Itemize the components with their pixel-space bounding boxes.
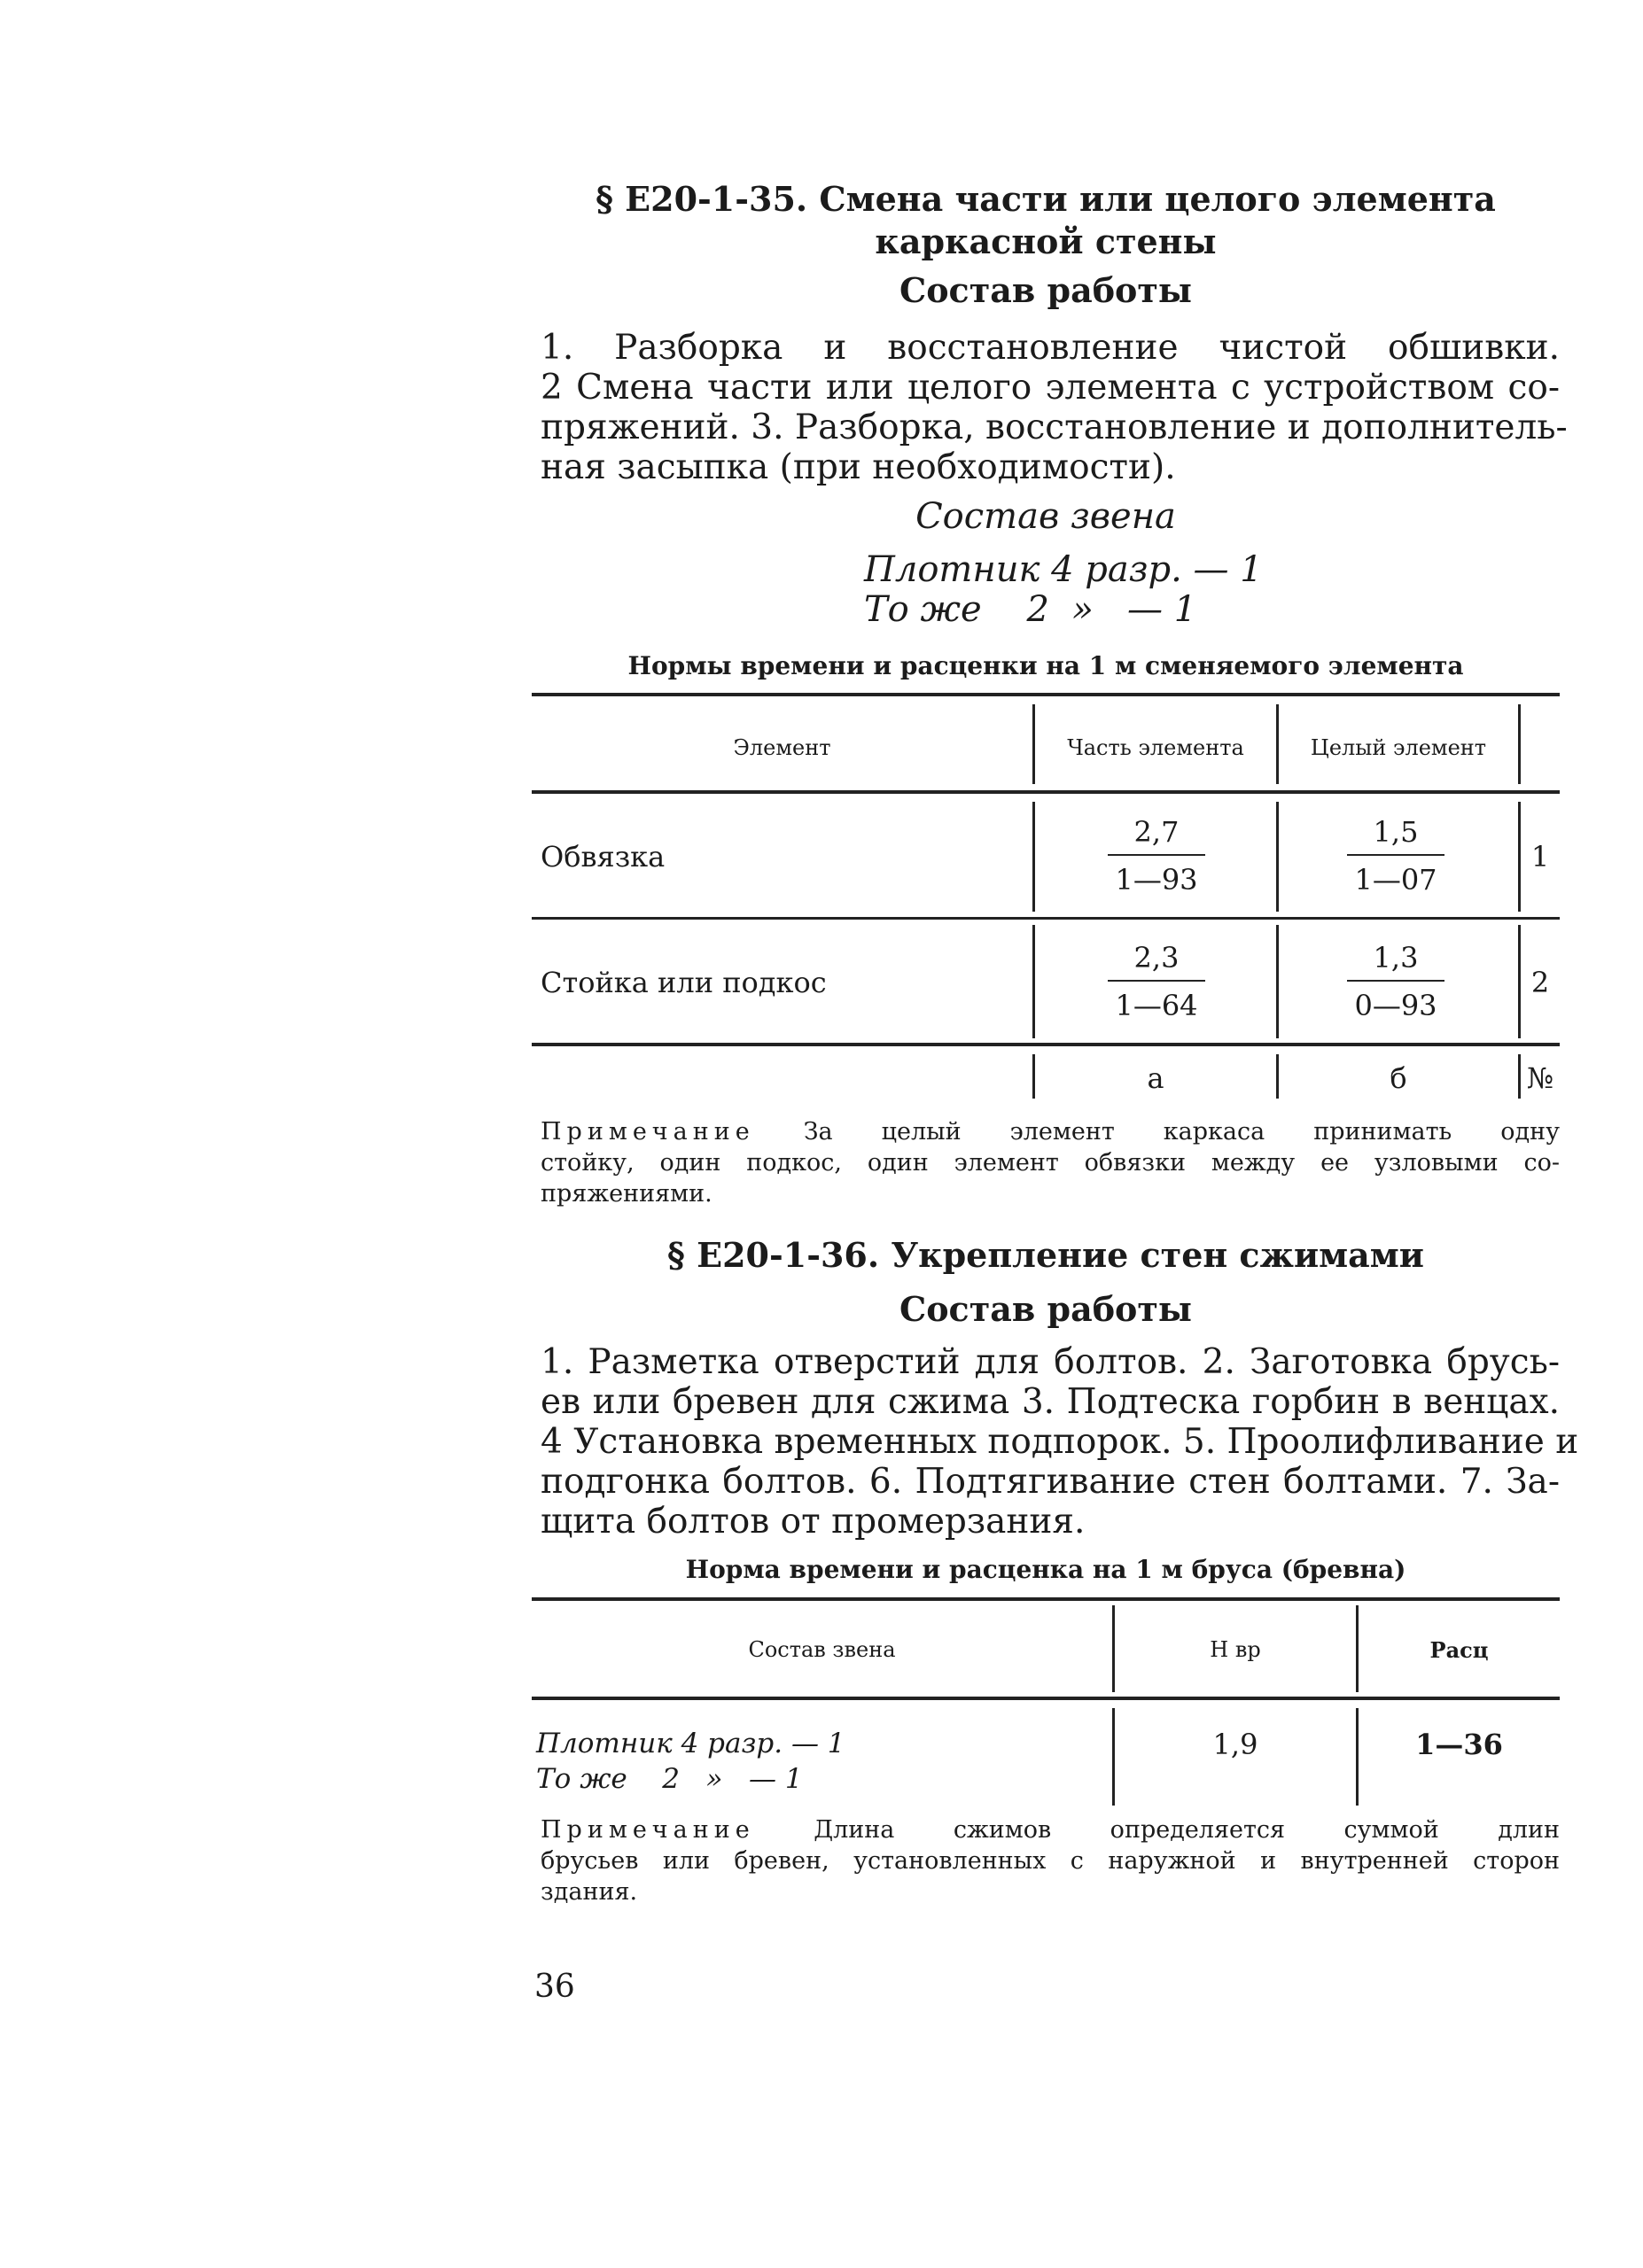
row-element: Обвязка xyxy=(541,840,666,874)
whole-rate: 0—93 xyxy=(1354,989,1437,1022)
note-text: За целый элемент каркаса принимать одну xyxy=(803,1118,1560,1146)
column-divider xyxy=(1518,1054,1521,1099)
work-line-1: 1. Разборка и восстановление чистой обшивки. xyxy=(541,328,1560,368)
section-title-continued: каркасной стены xyxy=(875,221,1217,261)
fraction-bar xyxy=(1347,980,1444,982)
header-rule xyxy=(532,1697,1560,1700)
work-line-5: щита болтов от промерзания. xyxy=(541,1502,1086,1542)
note-line-1 xyxy=(541,1118,1560,1146)
work-composition-heading: Состав работы xyxy=(899,270,1193,310)
table-caption: Нормы времени и расценки на 1 м сменяемого элемента xyxy=(627,651,1464,680)
row-rule xyxy=(532,917,1560,920)
part-rate: 1—64 xyxy=(1115,989,1198,1022)
column-divider xyxy=(1276,802,1279,912)
column-divider xyxy=(1032,1054,1035,1099)
norm-value: 1,9 xyxy=(1212,1728,1258,1761)
crew-line-1: Плотник 4 разр. — 1 xyxy=(864,549,1263,590)
note-line-1 xyxy=(541,1816,1560,1844)
column-divider xyxy=(1518,802,1521,912)
column-divider xyxy=(1032,802,1035,912)
column-divider xyxy=(1276,704,1279,784)
column-divider xyxy=(1032,704,1035,784)
crew-line-2: То же 2 » — 1 xyxy=(864,589,1197,630)
footer-col-number: № xyxy=(1526,1061,1554,1095)
work-line-4: ная засыпка (при необходимости). xyxy=(541,447,1176,487)
whole-norm: 1,3 xyxy=(1373,941,1419,975)
column-divider xyxy=(1518,925,1521,1038)
note-text: Длина сжимов определяется суммой длин xyxy=(814,1816,1560,1844)
section-title: § Е20-1-35. Смена части или целого элемента xyxy=(596,179,1496,219)
note-line-2: брусьев или бревен, установленных с наружной и внутренней сторон xyxy=(541,1847,1560,1875)
crew-heading: Состав звена xyxy=(915,496,1176,537)
column-divider xyxy=(1276,1054,1279,1099)
header-part: Часть элемента xyxy=(1067,735,1244,760)
column-divider xyxy=(1518,704,1521,784)
work-line-4: подгонка болтов. 6. Подтягивание стен болтами. 7. За- xyxy=(541,1462,1560,1502)
header-element: Элемент xyxy=(733,735,831,760)
column-divider xyxy=(1112,1605,1115,1692)
work-line-2: ев или бревен для сжима 3. Подтеска горбин в венцах. xyxy=(541,1382,1560,1422)
table-caption: Норма времени и расценка на 1 м бруса (бревна) xyxy=(685,1555,1406,1584)
fraction-bar xyxy=(1108,980,1205,982)
note-line-3: пряжениями. xyxy=(541,1180,712,1208)
part-rate: 1—93 xyxy=(1115,863,1198,897)
page-number: 36 xyxy=(534,1969,575,2005)
work-line-2: 2 Смена части или целого элемента с устройством со- xyxy=(541,368,1560,408)
header-rule xyxy=(532,790,1560,794)
header-crew: Состав звена xyxy=(748,1637,896,1662)
part-norm: 2,3 xyxy=(1133,941,1180,975)
column-divider xyxy=(1112,1708,1115,1806)
crew-line-1: Плотник 4 разр. — 1 xyxy=(536,1728,845,1759)
row-rule xyxy=(532,1043,1560,1046)
rate-value: 1—36 xyxy=(1415,1728,1503,1761)
part-norm: 2,7 xyxy=(1133,815,1180,849)
note-line-3: здания. xyxy=(541,1878,638,1906)
note-label: Примечание xyxy=(541,1118,755,1146)
table-top-rule xyxy=(532,693,1560,696)
column-divider xyxy=(1356,1708,1359,1806)
whole-rate: 1—07 xyxy=(1354,863,1437,897)
note-line-2: стойку, один подкос, один элемент обвязки между ее узловыми со- xyxy=(541,1149,1560,1177)
fraction-bar xyxy=(1347,854,1444,856)
row-number: 1 xyxy=(1530,840,1550,874)
footer-col-a: а xyxy=(1147,1061,1164,1095)
work-line-1: 1. Разметка отверстий для болтов. 2. Заготовка брусь- xyxy=(541,1342,1560,1382)
work-composition-heading: Состав работы xyxy=(899,1289,1193,1329)
column-divider xyxy=(1032,925,1035,1038)
crew-line-2: То же 2 » — 1 xyxy=(536,1763,803,1795)
table-top-rule xyxy=(532,1597,1560,1601)
fraction-bar xyxy=(1108,854,1205,856)
note-label: Примечание xyxy=(541,1816,755,1844)
work-line-3: 4 Установка временных подпорок. 5. Проолифливание и xyxy=(541,1422,1579,1462)
header-whole: Целый элемент xyxy=(1310,735,1487,760)
work-line-3: пряжений. 3. Разборка, восстановление и дополнитель- xyxy=(541,408,1568,447)
header-rate: Расц xyxy=(1429,1637,1489,1663)
row-number: 2 xyxy=(1530,966,1550,999)
whole-norm: 1,5 xyxy=(1373,815,1419,849)
footer-col-b: б xyxy=(1390,1061,1407,1095)
column-divider xyxy=(1276,925,1279,1038)
header-norm: Н вр xyxy=(1210,1637,1261,1662)
row-element: Стойка или подкос xyxy=(541,966,827,999)
section-title: § Е20-1-36. Укрепление стен сжимами xyxy=(667,1235,1424,1275)
column-divider xyxy=(1356,1605,1359,1692)
